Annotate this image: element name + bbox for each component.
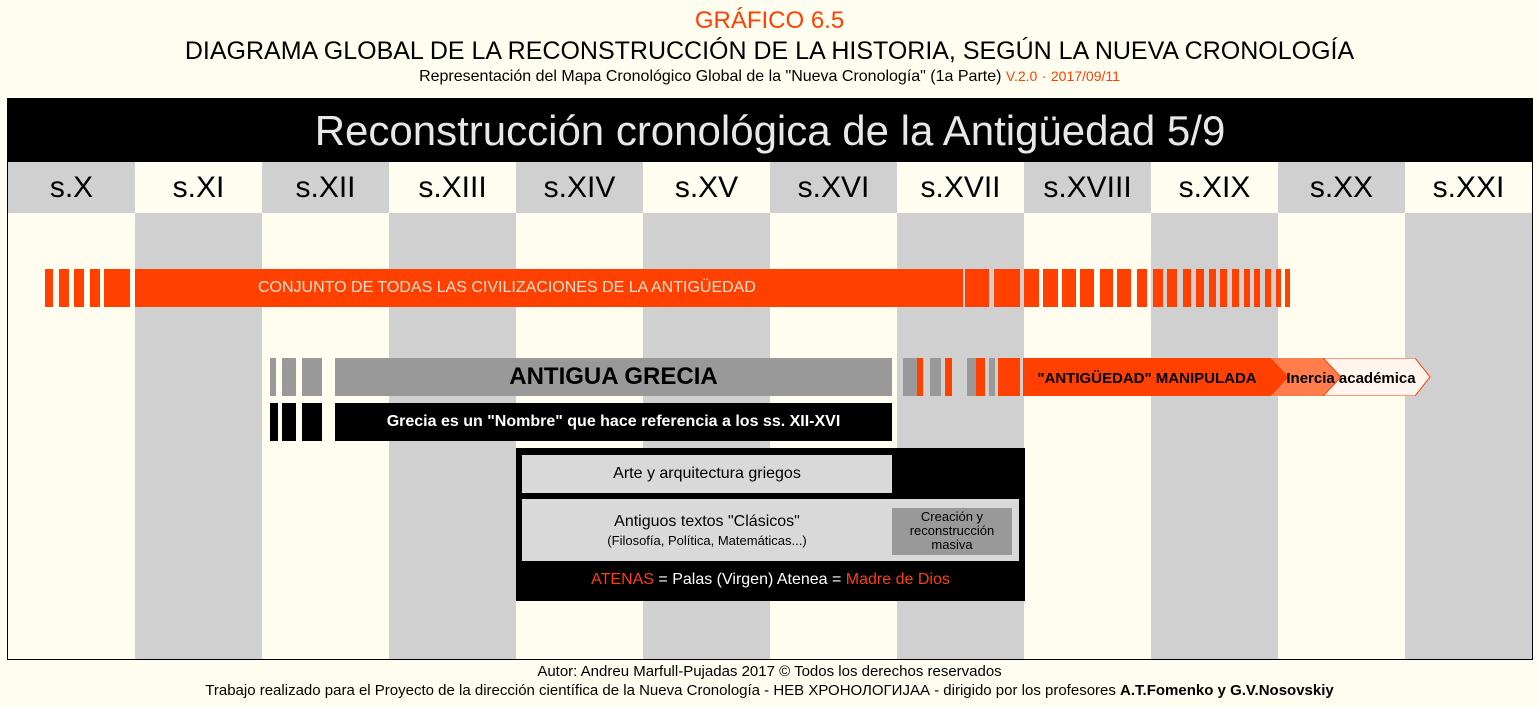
- grecia-bar-segment: [270, 358, 276, 396]
- civ-bar-segment: [1209, 269, 1216, 307]
- century-label: s.X: [49, 171, 94, 204]
- creacion-box: [892, 508, 1012, 555]
- civilizations-label: CONJUNTO DE TODAS LAS CIVILIZACIONES DE LA ANTIGÜEDAD: [258, 279, 756, 296]
- manipulada-label: "ANTIGÜEDAD" MANIPULADA: [1037, 370, 1257, 387]
- manipulated-arrow: [1023, 358, 1433, 396]
- civ-bar-segment: [59, 269, 69, 307]
- civ-bar-segment: [994, 269, 1020, 307]
- civ-bar-segment: [1244, 269, 1250, 307]
- grecia-bar-segment: [282, 358, 296, 396]
- civ-bar-segment: [1024, 269, 1039, 307]
- civ-bar-segment: [1153, 269, 1163, 307]
- civ-bar-segment: [1137, 269, 1147, 307]
- creacion-line: reconstrucción: [909, 523, 995, 538]
- separator-dot: ·: [1041, 68, 1047, 84]
- civ-bar-segment: [1167, 269, 1177, 307]
- footer-work: Trabajo realizado para el Proyecto de la dirección científica de la Nueva Cronología - НЕВ ХРОНОЛОГИJАА - dirigido por los profesores: [205, 682, 1121, 699]
- creacion-line: Creación y: [920, 509, 984, 524]
- civ-bar-segment: [1265, 269, 1271, 307]
- grecia-bar-segment: [989, 358, 995, 396]
- civ-bar-segment: [1285, 269, 1290, 307]
- antigua-grecia-bar: ANTIGUA GRECIA: [335, 358, 892, 396]
- transition-segment: [945, 358, 952, 396]
- grecia-nombre-bar: Grecia es un "Nombre" que hace referencia a los ss. XII-XVI: [335, 403, 892, 441]
- civ-bar-segment: [1080, 269, 1094, 307]
- civ-bar-segment: [1062, 269, 1076, 307]
- nombre-bar-segment: [282, 403, 296, 441]
- civ-bar-segment: [1183, 269, 1191, 307]
- nombre-bar-segment: [302, 403, 322, 441]
- century-label: s.XI: [172, 171, 225, 204]
- diagram-frame: [7, 98, 1533, 660]
- civ-bar-segment: [1100, 269, 1113, 307]
- civ-bar-segment: [104, 269, 130, 307]
- column-body-xxi: [1405, 213, 1532, 659]
- column-body-xx: [1278, 213, 1405, 659]
- century-label: s.XIII: [418, 171, 487, 204]
- subtitle-text: Representación del Mapa Cronológico Global de la "Nueva Cronología" (1a Parte): [419, 68, 1002, 85]
- civ-bar-segment: [45, 269, 53, 307]
- footer-author: Autor: Andreu Marfull-Pujadas 2017 © Todos los derechos reservados: [537, 663, 1002, 680]
- century-label: s.XVII: [920, 171, 1001, 204]
- textos-subtitle: (Filosofía, Política, Matemáticas...): [607, 533, 807, 548]
- inercia-label: Inercia académica: [1286, 370, 1416, 387]
- century-label: s.XIX: [1178, 171, 1251, 204]
- century-label: s.XX: [1309, 171, 1374, 204]
- century-label: s.XII: [295, 171, 356, 204]
- civ-bar-segment: [1196, 269, 1204, 307]
- atenas-equation: [516, 569, 1025, 591]
- civ-bar-segment: [965, 269, 989, 307]
- madre-de-dios: Madre de Dios: [845, 571, 950, 588]
- civ-bar-segment: [90, 269, 100, 307]
- creacion-line: masiva: [931, 537, 973, 552]
- footer-credits: [0, 682, 1539, 700]
- footer-professors: A.T.Fomenko y G.V.Nosovskiy: [1120, 682, 1334, 699]
- grecia-bar-segment: [302, 358, 322, 396]
- atenas-word: ATENAS: [591, 571, 654, 588]
- century-label: s.XVIII: [1043, 171, 1132, 204]
- transition-segment: [976, 358, 985, 396]
- chart-number: GRÁFICO 6.5: [694, 7, 845, 34]
- civ-bar-segment: [74, 269, 84, 307]
- civilizations-bar: [135, 269, 963, 307]
- grecia-bar-segment: [903, 358, 917, 396]
- version-date: 2017/09/11: [1050, 68, 1120, 84]
- nombre-bar-segment: [270, 403, 278, 441]
- transition-segment: [917, 358, 923, 396]
- century-label: s.XV: [674, 171, 739, 204]
- grecia-bar-segment: [930, 358, 941, 396]
- section-banner: Reconstrucción cronológica de la Antigüedad 5/9: [8, 99, 1532, 162]
- diagram-title: DIAGRAMA GLOBAL DE LA RECONSTRUCCIÓN DE LA HISTORIA, SEGÚN LA NUEVA CRONOLOGÍA: [184, 37, 1355, 65]
- century-label: s.XVI: [797, 171, 870, 204]
- grecia-bar-segment: [967, 358, 976, 396]
- civ-bar-segment: [1254, 269, 1260, 307]
- atenas-middle: = Palas (Virgen) Atenea =: [653, 571, 846, 588]
- civ-bar-segment: [1043, 269, 1058, 307]
- civ-bar-segment: [1232, 269, 1239, 307]
- version-label: V.2.0: [1005, 68, 1038, 84]
- civ-bar-segment: [1117, 269, 1131, 307]
- century-label: s.XIV: [543, 171, 616, 204]
- civ-bar-segment: [1276, 269, 1281, 307]
- transition-segment: [998, 358, 1020, 396]
- diagram-subtitle: [0, 66, 1539, 87]
- textos-title: Antiguos textos "Clásicos": [614, 513, 800, 530]
- textos-box: [522, 499, 1019, 561]
- arte-box: Arte y arquitectura griegos: [522, 455, 892, 493]
- century-label: s.XXI: [1432, 171, 1505, 204]
- civ-bar-segment: [1220, 269, 1227, 307]
